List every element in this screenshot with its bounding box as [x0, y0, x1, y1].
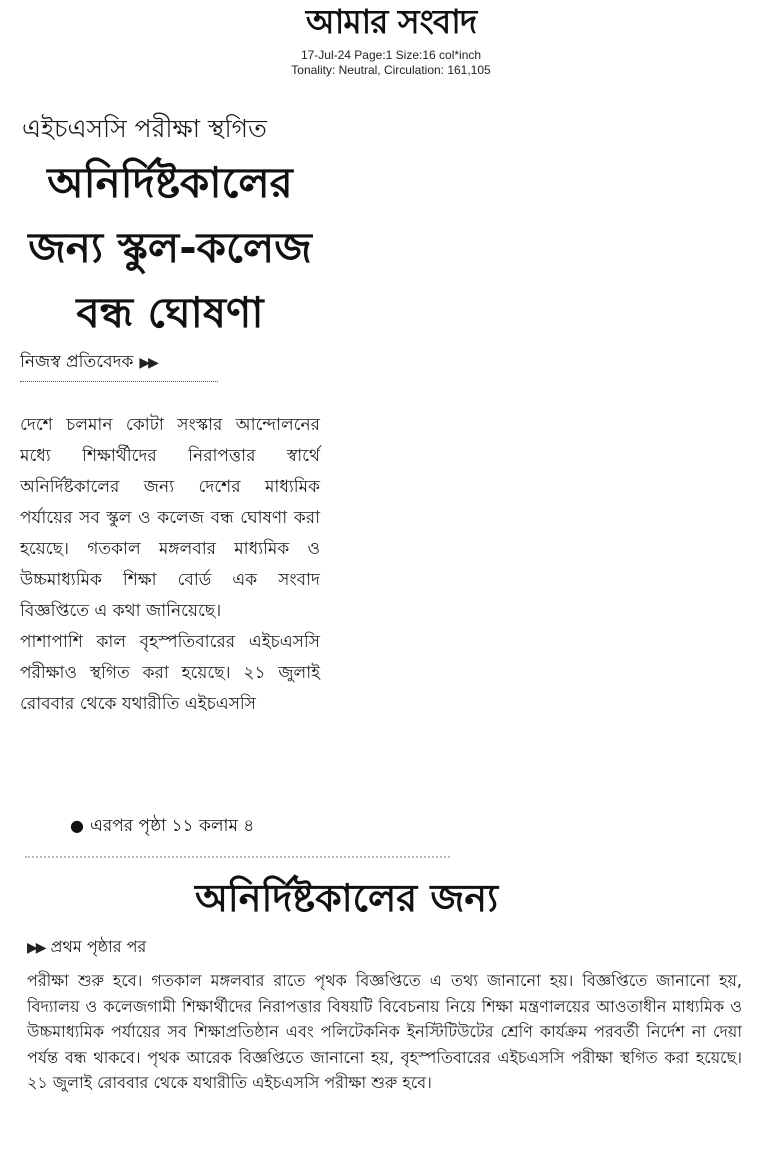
- article-paragraph-2: পাশাপাশি কাল বৃহস্পতিবারের এইচএসসি পরীক্ষাও স্থগিত করা হয়েছে। ২১ জুলাই রোববার থেকে যথারীতি এইচএসসি: [20, 632, 320, 714]
- logo-word-sangbad: সংবাদ: [397, 2, 477, 41]
- logo-word-amar: আমার: [305, 2, 388, 41]
- front-page-article: [0, 100, 350, 860]
- continuation-article: [0, 862, 782, 1162]
- continuation-arrows-icon: ▶▶: [27, 940, 45, 956]
- logo-accent-mark: [387, 2, 398, 41]
- jump-line: [70, 812, 254, 840]
- headline-line-3: বন্ধ ঘোষণা: [76, 288, 264, 337]
- clipping-meta-tonality-circulation: Tonality: Neutral, Circulation: 161,105: [291, 63, 491, 77]
- continuation-paragraph: পরীক্ষা শুরু হবে। গতকাল মঙ্গলবার রাতে পৃথক বিজ্ঞপ্তিতে এ তথ্য জানানো হয়। বিজ্ঞপ্তিতে জানানো হয়, বিদ্যালয় ও কলেজগামী শিক্ষার্থীদের নিরাপত্তার বিষয়টি বিবেচনায় নিয়ে শিক্ষা মন্ত্রণালয়ের আওতাধীন মাধ্যমিক ও উচ্চমাধ্যমিক পর্যায়ের সব শিক্ষাপ্রতিষ্ঠান এবং পলিটেকনিক ইনস্টিটিউটের শ্রেণি কার্যক্রম পরবর্তী নির্দেশ না দেয়া পর্যন্ত বন্ধ থাকবে। পৃথক আরেক বিজ্ঞপ্তিতে জানানো হয়, বৃহস্পতিবারের এইচএসসি পরীক্ষা স্থগিত করা হয়েছে। ২১ জুলাই রোববার থেকে যথারীতি এইচএসসি পরীক্ষা শুরু হবে।: [27, 971, 742, 1093]
- byline: [20, 348, 157, 377]
- article-body: [20, 410, 320, 720]
- continuation-body: [27, 968, 742, 1096]
- byline-divider: [20, 381, 218, 382]
- byline-arrows-icon: ▶▶: [139, 355, 157, 371]
- newspaper-logo: [255, 2, 527, 42]
- continuation-headline: অনির্দিষ্টকালের জন্য: [195, 876, 499, 920]
- byline-text: নিজস্ব প্রতিবেদক: [20, 352, 134, 372]
- article-kicker: এইচএসসি পরীক্ষা স্থগিত: [22, 114, 267, 143]
- continuation-label: [27, 934, 146, 961]
- bullet-icon: ●: [70, 816, 84, 835]
- article-paragraph-1: দেশে চলমান কোটা সংস্কার আন্দোলনের মধ্যে শিক্ষার্থীদের নিরাপত্তার স্বার্থে অনির্দিষ্টকালের জন্য দেশের মাধ্যমিক পর্যায়ের সব স্কুল ও কলেজ বন্ধ ঘোষণা করা হয়েছে। গতকাল মঙ্গলবার মাধ্যমিক ও উচ্চমাধ্যমিক শিক্ষা বোর্ড এক সংবাদ বিজ্ঞপ্তিতে এ কথা জানিয়েছে।: [20, 415, 320, 621]
- headline-line-2: জন্য স্কুল-কলেজ: [28, 223, 312, 272]
- continuation-label-text: প্রথম পৃষ্ঠার পর: [50, 937, 147, 956]
- headline-line-1: অনির্দিষ্টকালের: [47, 158, 293, 207]
- jump-text: এরপর পৃষ্ঠা ১১ কলাম ৪: [89, 816, 255, 836]
- clipping-separator: [25, 856, 450, 858]
- clipping-meta-date-page-size: 17-Jul-24 Page:1 Size:16 col*inch: [300, 48, 482, 62]
